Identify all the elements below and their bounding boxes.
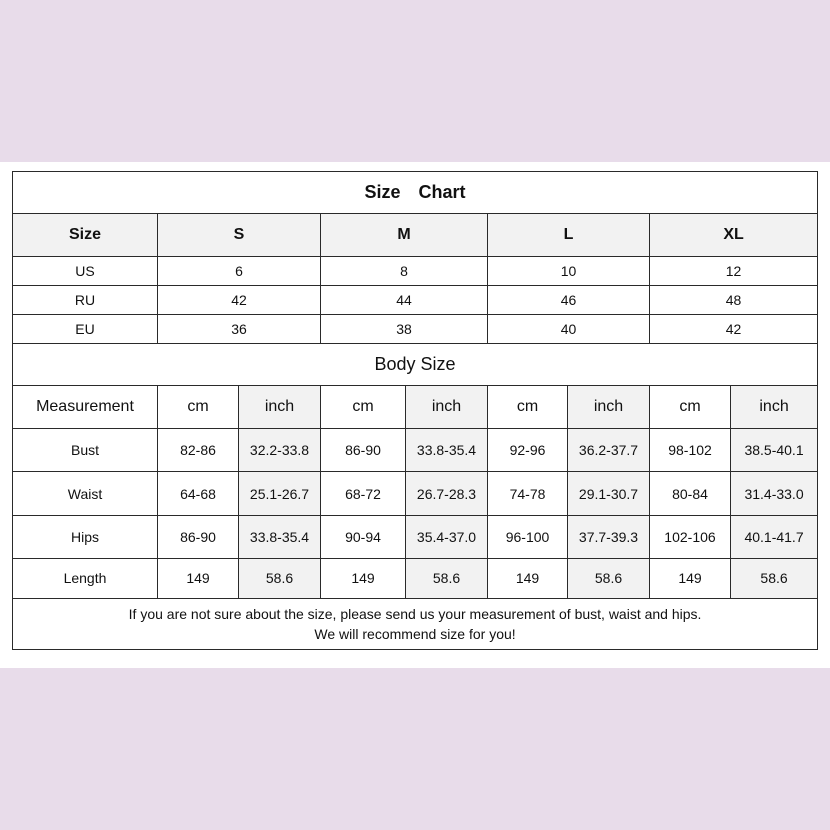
unit-inch: inch (568, 385, 650, 428)
chart-title-word1: Size (364, 182, 401, 203)
measurement-cell: 102-106 (650, 515, 731, 558)
size-header-s: S (158, 214, 321, 256)
measurement-cell: 64-68 (158, 472, 239, 515)
measurement-cell: 58.6 (239, 559, 321, 598)
conversion-cell: 36 (158, 315, 321, 344)
measurement-cell: 80-84 (650, 472, 731, 515)
measurement-cell: 58.6 (568, 559, 650, 598)
measurement-cell: 58.6 (406, 559, 488, 598)
measurement-cell: 149 (321, 559, 406, 598)
measurement-cell: 38.5-40.1 (731, 429, 818, 472)
conversion-row-ru (13, 285, 818, 314)
measurement-cell: 74-78 (488, 472, 568, 515)
measurement-cell: 25.1-26.7 (239, 472, 321, 515)
unit-cm: cm (488, 385, 568, 428)
measurement-row-bust (13, 429, 818, 472)
conversion-cell: 12 (650, 256, 818, 285)
measurement-cell: 90-94 (321, 515, 406, 558)
measurement-cell: 40.1-41.7 (731, 515, 818, 558)
unit-cm: cm (650, 385, 731, 428)
measurement-cell: 68-72 (321, 472, 406, 515)
measurement-row-hips (13, 515, 818, 558)
conversion-label: EU (13, 315, 158, 344)
conversion-cell: 10 (488, 256, 650, 285)
size-header-label: Size (13, 214, 158, 256)
measurement-row-waist (13, 472, 818, 515)
size-header-row (13, 214, 818, 256)
measurement-cell: 32.2-33.8 (239, 429, 321, 472)
conversion-cell: 42 (158, 285, 321, 314)
measurement-cell: 37.7-39.3 (568, 515, 650, 558)
measurement-cell: 35.4-37.0 (406, 515, 488, 558)
conversion-cell: 8 (321, 256, 488, 285)
measurement-cell: 36.2-37.7 (568, 429, 650, 472)
measurement-label: Bust (13, 429, 158, 472)
measurement-row-length (13, 559, 818, 598)
chart-title-row (13, 172, 818, 214)
measurement-cell: 149 (488, 559, 568, 598)
measurement-cell: 26.7-28.3 (406, 472, 488, 515)
conversion-cell: 38 (321, 315, 488, 344)
conversion-label: RU (13, 285, 158, 314)
measurement-label: Waist (13, 472, 158, 515)
measurement-cell: 96-100 (488, 515, 568, 558)
measurement-cell: 149 (650, 559, 731, 598)
measurement-cell: 92-96 (488, 429, 568, 472)
measurement-label: Length (13, 559, 158, 598)
conversion-row-eu (13, 315, 818, 344)
conversion-label: US (13, 256, 158, 285)
measurement-cell: 149 (158, 559, 239, 598)
measurement-cell: 29.1-30.7 (568, 472, 650, 515)
chart-title (13, 172, 818, 214)
measurement-cell: 31.4-33.0 (731, 472, 818, 515)
size-header-l: L (488, 214, 650, 256)
size-header-xl: XL (650, 214, 818, 256)
measurement-cell: 86-90 (158, 515, 239, 558)
note-line-1: If you are not sure about the size, please send us your measurement of bust, waist and hips. (128, 605, 702, 622)
size-header-m: M (321, 214, 488, 256)
measurement-cell: 33.8-35.4 (406, 429, 488, 472)
body-size-title: Body Size (13, 344, 818, 385)
conversion-cell: 42 (650, 315, 818, 344)
measurement-cell: 33.8-35.4 (239, 515, 321, 558)
unit-inch: inch (239, 385, 321, 428)
unit-cm: cm (321, 385, 406, 428)
note-line-2: We will recommend size for you! (314, 625, 516, 642)
conversion-cell: 48 (650, 285, 818, 314)
conversion-cell: 46 (488, 285, 650, 314)
measurement-cell: 86-90 (321, 429, 406, 472)
conversion-cell: 40 (488, 315, 650, 344)
measurement-header: Measurement (13, 385, 158, 428)
unit-cm: cm (158, 385, 239, 428)
note-cell (13, 598, 818, 650)
measurement-cell: 58.6 (731, 559, 818, 598)
unit-inch: inch (406, 385, 488, 428)
size-chart-table (12, 171, 818, 650)
unit-inch: inch (731, 385, 818, 428)
measurement-label: Hips (13, 515, 158, 558)
measurement-cell: 98-102 (650, 429, 731, 472)
conversion-cell: 44 (321, 285, 488, 314)
chart-title-word2: Chart (418, 182, 466, 203)
conversion-cell: 6 (158, 256, 321, 285)
body-size-title-row (13, 344, 818, 385)
unit-header-row (13, 385, 818, 428)
note-row (13, 598, 818, 650)
conversion-row-us (13, 256, 818, 285)
measurement-cell: 82-86 (158, 429, 239, 472)
